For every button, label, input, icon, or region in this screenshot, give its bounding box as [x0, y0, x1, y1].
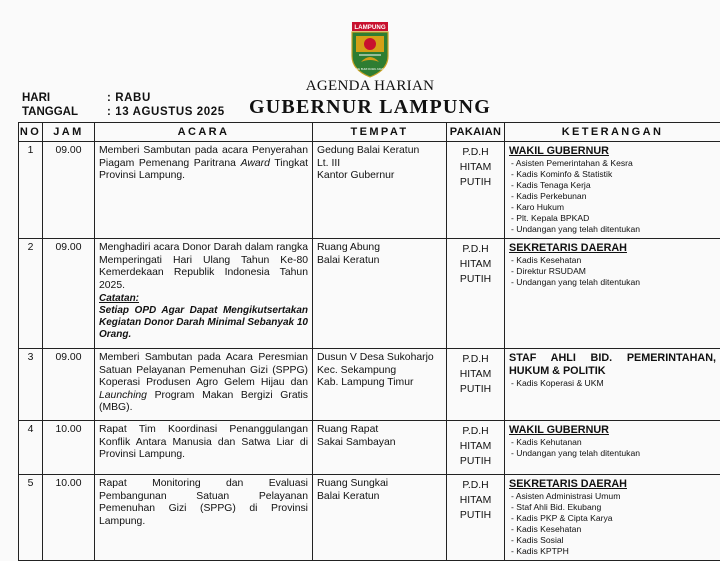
- row-activity: [95, 239, 313, 349]
- place-line: Ruang Rapat: [317, 424, 442, 437]
- notes-head: SEKRETARIS DAERAH: [509, 478, 716, 491]
- attire-line: PUTIH: [447, 382, 504, 397]
- row-time: 09.00: [43, 239, 95, 349]
- notes-item: - Kadis Perkebunan: [509, 191, 716, 202]
- row-time: 09.00: [43, 142, 95, 239]
- emblem-label: LAMPUNG: [354, 24, 385, 31]
- row-attire: [447, 421, 505, 475]
- notes-item: - Direktur RSUDAM: [509, 266, 716, 277]
- activity-text-end: Tingkat Provinsi Lampung.: [99, 158, 308, 182]
- row-time: 10.00: [43, 421, 95, 475]
- row-place: [313, 142, 447, 239]
- activity-text-end: Program Makan Bergizi Gratis (MBG).: [99, 390, 308, 414]
- governor-title: GUBERNUR LAMPUNG: [0, 96, 720, 119]
- place-line: Ruang Sungkai: [317, 478, 442, 491]
- row-activity: [95, 349, 313, 421]
- table-row: [19, 421, 720, 475]
- row-no: 1: [19, 142, 43, 239]
- notes-item: - Karo Hukum: [509, 202, 716, 213]
- notes-head: WAKIL GUBERNUR: [509, 424, 716, 437]
- notes-item: - Kadis PKP & Cipta Karya: [509, 513, 716, 524]
- activity-text: Menghadiri acara Donor Darah dalam rangka Memperingati Hari Ulang Tahun Ke-80 Kemerdekaan Republik Indonesia Tahun 2025.: [99, 242, 308, 292]
- notes-item: - Kadis Sosial: [509, 535, 716, 546]
- activity-em: Award: [241, 158, 270, 169]
- row-notes: [505, 421, 720, 475]
- note-text: Setiap OPD Agar Dapat Mengikutsertakan Kegiatan Donor Darah Minimal Sebanyak 10 Orang.: [99, 305, 308, 340]
- col-header-no: NO: [19, 123, 43, 142]
- attire-line: PUTIH: [447, 508, 504, 523]
- notes-item: - Kadis Koperasi & UKM: [509, 378, 716, 389]
- notes-head: STAF AHLI BID. PEMERINTAHAN, HUKUM & POLITIK: [509, 352, 716, 378]
- activity-text: Memberi Sambutan pada Acara Peresmian Satuan Pelayanan Pemenuhan Gizi (SPPG) Koperasi Produsen Agro Gelem Hijau dan: [99, 352, 308, 388]
- attire-line: P.D.H: [447, 352, 504, 367]
- place-line: Kab. Lampung Timur: [317, 377, 442, 390]
- notes-item: - Undangan yang telah ditentukan: [509, 224, 716, 235]
- table-row: [19, 349, 720, 421]
- activity-em: Launching: [99, 390, 147, 401]
- row-notes: [505, 239, 720, 349]
- notes-item: - Undangan yang telah ditentukan: [509, 277, 716, 288]
- attire-line: HITAM: [447, 367, 504, 382]
- attire-line: PUTIH: [447, 454, 504, 469]
- table-header-row: [19, 123, 720, 142]
- note-label: Catatan:: [99, 293, 139, 304]
- date-value: : 13 AGUSTUS 2025: [107, 106, 225, 118]
- notes-item: - Staf Ahli Bid. Ekubang: [509, 502, 716, 513]
- row-place: [313, 239, 447, 349]
- row-no: 4: [19, 421, 43, 475]
- place-line: Kec. Sekampung: [317, 365, 442, 378]
- attire-line: HITAM: [447, 257, 504, 272]
- activity-text: Memberi Sambutan pada acara Penyerahan Piagam Pemenang Paritrana: [99, 145, 308, 169]
- attire-line: P.D.H: [447, 424, 504, 439]
- row-activity: Rapat Monitoring dan Evaluasi Pembangunan Satuan Pelayanan Pemenuhan Gizi (SPPG) di Provinsi Lampung.: [95, 475, 313, 561]
- place-line: Dusun V Desa Sukoharjo: [317, 352, 442, 365]
- attire-line: HITAM: [447, 160, 504, 175]
- attire-line: HITAM: [447, 439, 504, 454]
- row-notes: [505, 475, 720, 561]
- notes-head: WAKIL GUBERNUR: [509, 145, 716, 158]
- agenda-title: AGENDA HARIAN: [0, 78, 720, 95]
- row-place: [313, 421, 447, 475]
- row-attire: [447, 142, 505, 239]
- notes-item: - Kadis Kesehatan: [509, 255, 716, 266]
- attire-line: PUTIH: [447, 272, 504, 287]
- agenda-table: [18, 122, 720, 561]
- row-time: 09.00: [43, 349, 95, 421]
- day-label: HARI: [22, 92, 122, 104]
- emblem-motto: SAI BUMI RUWA JURAI: [356, 67, 384, 71]
- notes-item: - Plt. Kepala BPKAD: [509, 213, 716, 224]
- row-no: 3: [19, 349, 43, 421]
- activity-note: [99, 293, 308, 341]
- col-header-acara: ACARA: [95, 123, 313, 142]
- row-attire: [447, 475, 505, 561]
- attire-line: P.D.H: [447, 145, 504, 160]
- place-line: Balai Keratun: [317, 255, 442, 268]
- place-line: Lt. III: [317, 158, 442, 171]
- attire-line: HITAM: [447, 493, 504, 508]
- place-line: Gedung Balai Keratun: [317, 145, 442, 158]
- col-header-keterangan: KETERANGAN: [505, 123, 720, 142]
- notes-item: - Undangan yang telah ditentukan: [509, 448, 716, 459]
- col-header-pakaian: PAKAIAN: [447, 123, 505, 142]
- attire-line: P.D.H: [447, 478, 504, 493]
- date-label: TANGGAL: [22, 106, 122, 118]
- row-activity: Rapat Tim Koordinasi Penanggulangan Konflik Antara Manusia dan Satwa Liar di Provinsi Lampung.: [95, 421, 313, 475]
- lampung-emblem-icon: [347, 22, 393, 78]
- row-notes: [505, 142, 720, 239]
- row-no: 5: [19, 475, 43, 561]
- notes-item: - Kadis Kehutanan: [509, 437, 716, 448]
- notes-head: SEKRETARIS DAERAH: [509, 242, 716, 255]
- table-row: [19, 239, 720, 349]
- table-row: [19, 142, 720, 239]
- row-time: 10.00: [43, 475, 95, 561]
- row-no: 2: [19, 239, 43, 349]
- place-line: Sakai Sambayan: [317, 437, 442, 450]
- row-attire: [447, 349, 505, 421]
- attire-line: P.D.H: [447, 242, 504, 257]
- col-header-jam: JAM: [43, 123, 95, 142]
- day-value: : RABU: [107, 92, 151, 104]
- table-row: [19, 475, 720, 561]
- row-attire: [447, 239, 505, 349]
- notes-item: - Kadis KPTPH: [509, 546, 716, 557]
- row-notes: [505, 349, 720, 421]
- notes-item: - Asisten Pemerintahan & Kesra: [509, 158, 716, 169]
- notes-item: - Kadis Kominfo & Statistik: [509, 169, 716, 180]
- notes-item: - Kadis Kesehatan: [509, 524, 716, 535]
- place-line: Ruang Abung: [317, 242, 442, 255]
- row-place: [313, 349, 447, 421]
- row-place: [313, 475, 447, 561]
- row-activity: [95, 142, 313, 239]
- attire-line: PUTIH: [447, 175, 504, 190]
- notes-item: - Asisten Administrasi Umum: [509, 491, 716, 502]
- col-header-tempat: TEMPAT: [313, 123, 447, 142]
- notes-item: - Kadis Tenaga Kerja: [509, 180, 716, 191]
- place-line: Kantor Gubernur: [317, 170, 442, 183]
- place-line: Balai Keratun: [317, 491, 442, 504]
